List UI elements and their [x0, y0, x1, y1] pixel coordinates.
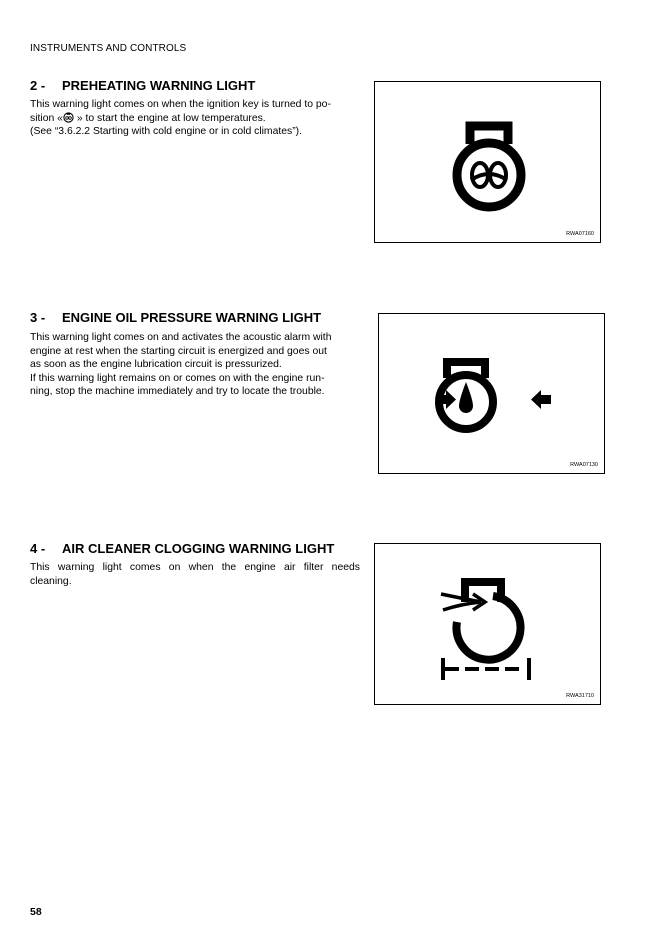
section-title-oil-pressure — [30, 310, 321, 325]
page-number: 58 — [30, 906, 42, 918]
body-line: (See “3.6.2.2 Starting with cold engine or in cold climates”). — [30, 126, 303, 138]
body-line — [30, 112, 360, 126]
section-title-air-cleaner — [30, 541, 334, 556]
preheat-position-icon — [63, 112, 74, 123]
section-number: 2 - — [30, 78, 46, 93]
section-heading: AIR CLEANER CLOGGING WARNING LIGHT — [62, 541, 335, 556]
section-number: 4 - — [30, 541, 46, 556]
body-line: This warning light comes on when the engine air filter needs — [30, 562, 360, 573]
figure-preheating — [374, 81, 601, 243]
body-line-rest: » to start the engine at low temperatures. — [76, 112, 266, 124]
section-body-oil-pressure — [30, 331, 360, 399]
body-line: This warning light comes on and activates the acoustic alarm with — [30, 332, 332, 343]
section-number: 3 - — [30, 310, 46, 325]
body-line: as soon as the engine lubrication circuit is pressurized. — [30, 359, 282, 371]
body-line: cleaning. — [30, 575, 72, 587]
body-line: ning, stop the machine immediately and try to locate the trouble. — [30, 386, 325, 398]
figure-air-cleaner — [374, 543, 601, 705]
body-line-prefix: sition « — [30, 112, 63, 124]
engine-oil-pressure-icon — [379, 314, 604, 473]
section-body-air-cleaner — [30, 561, 360, 588]
air-cleaner-clogging-icon — [375, 544, 600, 704]
figure-oil-pressure — [378, 313, 605, 474]
body-line: engine at rest when the starting circuit is energized and goes out — [30, 345, 327, 357]
figure-code: RWA07130 — [570, 462, 598, 468]
preheating-engine-icon — [375, 82, 600, 242]
running-header: INSTRUMENTS AND CONTROLS — [30, 43, 187, 54]
figure-code: RWA07160 — [566, 231, 594, 237]
section-title-preheating — [30, 78, 255, 93]
section-heading: ENGINE OIL PRESSURE WARNING LIGHT — [62, 310, 322, 325]
section-heading: PREHEATING WARNING LIGHT — [62, 78, 256, 93]
body-line: This warning light comes on when the ignition key is turned to po- — [30, 99, 331, 110]
body-line: If this warning light remains on or comes on with the engine run- — [30, 372, 325, 384]
figure-code: RWA31710 — [566, 693, 594, 699]
section-body-preheating — [30, 98, 360, 139]
